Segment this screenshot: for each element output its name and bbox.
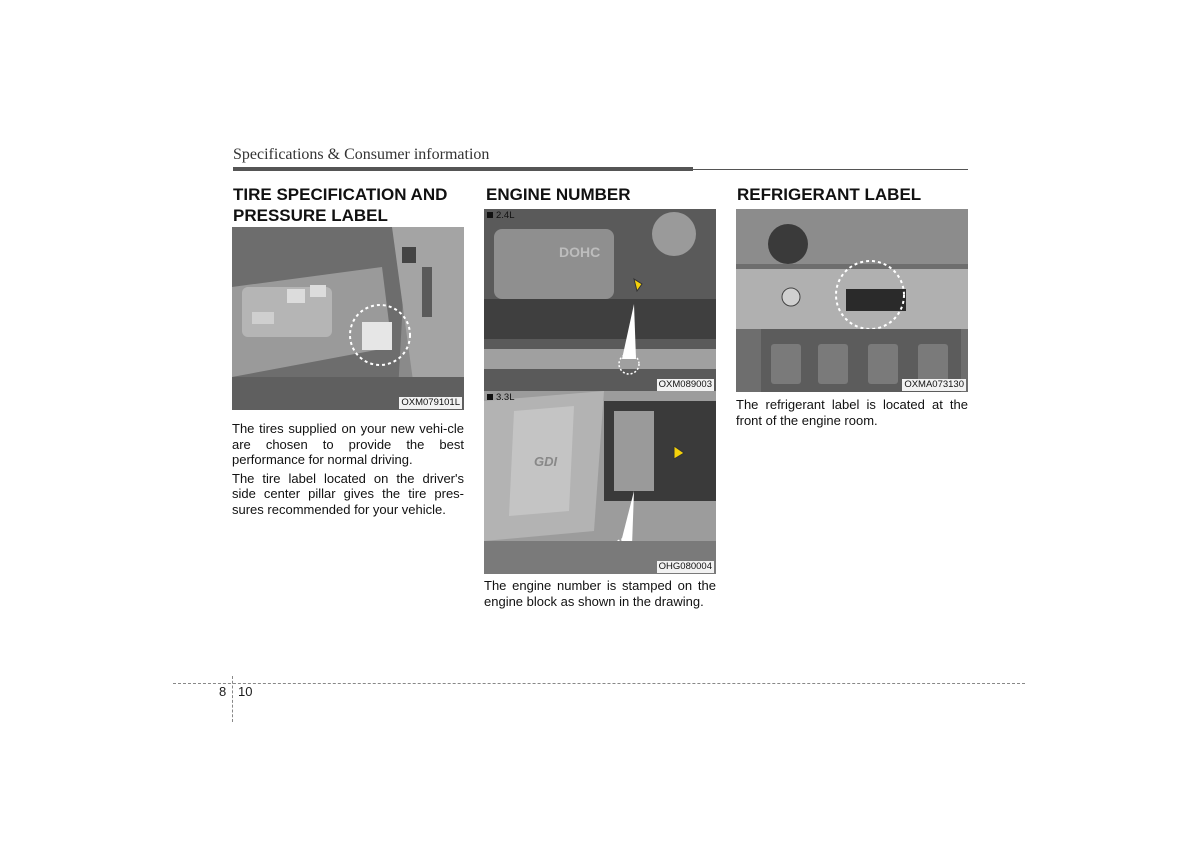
engine-badge-text: DOHC	[559, 244, 601, 260]
tire-label-photo	[232, 227, 464, 410]
image-code-label: OXMA073130	[904, 379, 964, 390]
variant-tag	[487, 210, 515, 221]
variant-label: 2.4L	[496, 210, 515, 221]
tire-body-text	[232, 421, 464, 520]
page-number: 10	[238, 684, 253, 699]
engine-photo-2-4l	[484, 209, 716, 392]
tire-paragraph-2: The tire label located on the driver's side center pillar gives the tire pres-sures recommended for your vehicle.	[232, 470, 464, 517]
header-rule-thin	[693, 169, 968, 170]
refrigerant-body-text	[736, 397, 968, 431]
header-rule	[233, 167, 693, 171]
engine-photo-3-3l	[484, 391, 716, 574]
chapter-number: 8	[219, 684, 227, 699]
image-code-label: OHG080004	[658, 561, 712, 572]
image-code-label: OXM089003	[658, 379, 712, 390]
engine-paragraph: The engine number is stamped on the engine block as shown in the drawing.	[484, 578, 716, 609]
variant-label: 3.3L	[496, 392, 515, 403]
refrigerant-photo	[736, 209, 968, 392]
tire-heading-line2: PRESSURE LABEL	[233, 206, 388, 225]
image-code-label: OXM079101L	[401, 397, 460, 408]
bullet-square	[487, 212, 493, 218]
engine-badge-text: GDI	[534, 454, 558, 469]
footer-divider	[232, 676, 233, 722]
bullet-square	[487, 394, 493, 400]
refrigerant-section-heading: REFRIGERANT LABEL	[737, 185, 922, 204]
variant-tag	[487, 392, 515, 403]
footer-rule	[173, 683, 1025, 684]
tire-section-heading	[233, 184, 473, 226]
engine-section-heading: ENGINE NUMBER	[486, 185, 631, 204]
tire-paragraph-1: The tires supplied on your new vehi-cle are chosen to provide the best performance for normal driving.	[232, 421, 464, 467]
engine-body-text	[484, 578, 716, 612]
refrigerant-paragraph: The refrigerant label is located at the front of the engine room.	[736, 397, 968, 428]
running-header: Specifications & Consumer information	[233, 146, 490, 163]
tire-heading-line1: TIRE SPECIFICATION AND	[233, 185, 448, 204]
